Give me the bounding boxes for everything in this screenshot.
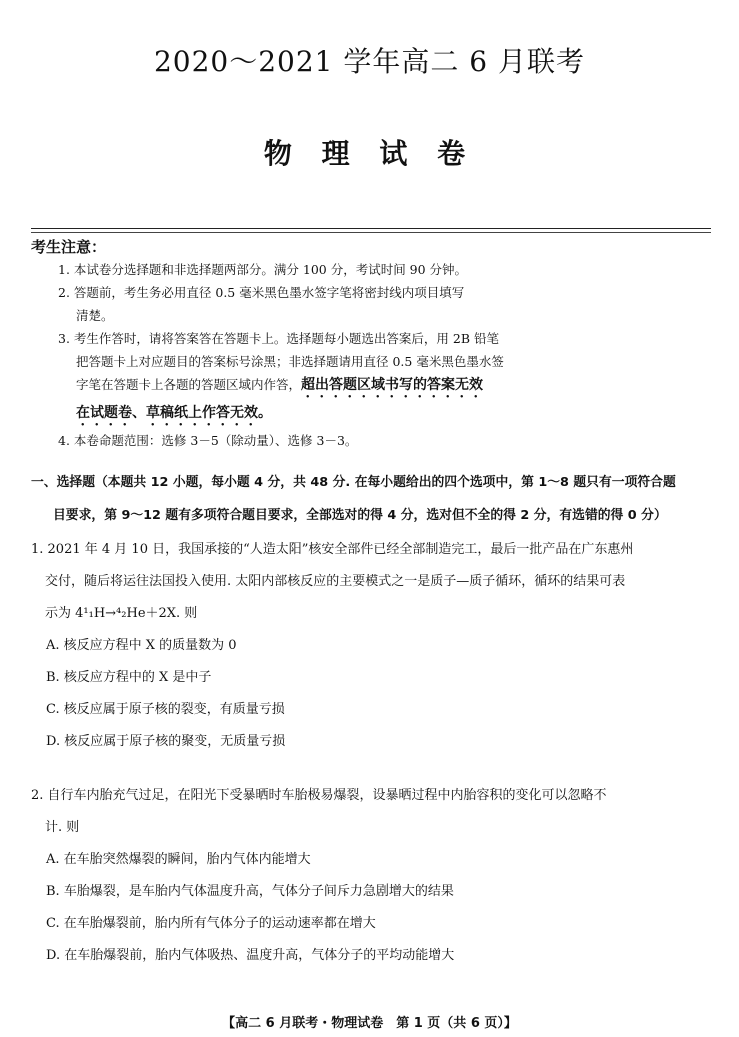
notice-item-3-line-3	[58, 373, 588, 401]
question-2-stem-line-1: 2. 自行车内胎充气过足，在阳光下受暴晒时车胎极易爆裂，设暴晒过程中内胎容积的变化可以忽略不	[31, 788, 607, 803]
question-1-stem-line-3: 示为 4¹₁H→⁴₂He＋2X. 则	[45, 606, 198, 621]
notice-item-2-line-1: 2. 答题前，考生务必用直径 0.5 毫米黑色墨水签字笔将密封线内项目填写	[58, 285, 465, 300]
notice-heading: 考生注意：	[31, 238, 107, 256]
notice-item-3-line-4	[58, 401, 588, 429]
question-1-option-c: C. 核反应属于原子核的裂变，有质量亏损	[46, 702, 285, 717]
question-2-option-c: C. 在车胎爆裂前，胎内所有气体分子的运动速率都在增大	[46, 916, 376, 931]
notice-item-2-line-2: 清楚。	[76, 308, 114, 323]
divider-thin	[31, 232, 711, 233]
question-2-option-d: D. 在车胎爆裂前，胎内气体吸热、温度升高，气体分子的平均动能增大	[46, 948, 455, 963]
notice-list	[58, 258, 588, 452]
question-1-option-d: D. 核反应属于原子核的聚变，无质量亏损	[46, 734, 286, 749]
exam-title: 2020～2021 学年高二 6 月联考	[153, 45, 586, 78]
question-1-stem-line-2: 交付，随后将运往法国投入使用. 太阳内部核反应的主要模式之一是质子—质子循环，循环的结果可表	[45, 574, 626, 589]
question-1-stem-line-1: 1. 2021 年 4 月 10 日，我国承接的“人造太阳”核安全部件已经全部制造完工，最后一批产品在广东惠州	[31, 542, 634, 557]
notice-item-4: 4. 本卷命题范围：选修 3－5（除动量）、选修 3－3。	[58, 433, 358, 448]
notice-item-3-emphasis: 超出答题区域书写的答案无效	[301, 377, 484, 393]
notice-item-1: 1. 本试卷分选择题和非选择题两部分。满分 100 分，考试时间 90 分钟。	[58, 262, 468, 277]
notice-item-3-line-2: 把答题卡上对应题目的答案标号涂黑；非选择题请用直径 0.5 毫米黑色墨水签	[76, 354, 504, 369]
section-heading-line-2: 目要求，第 9～12 题有多项符合题目要求，全部选对的得 4 分，选对但不全的得 2 分，有选错的得 0 分）	[53, 508, 667, 523]
question-1-option-b: B. 核反应方程中的 X 是中子	[46, 670, 212, 685]
question-2-option-b: B. 车胎爆裂，是车胎内气体温度升高，气体分子间斥力急剧增大的结果	[46, 884, 454, 899]
exam-subject-title: 物 理 试 卷	[263, 137, 476, 170]
notice-item-3-line-1: 3. 考生作答时，请将答案答在答题卡上。选择题每小题选出答案后，用 2B 铅笔	[58, 331, 499, 346]
question-1-option-a: A. 核反应方程中 X 的质量数为 0	[46, 638, 237, 653]
page-footer: 【高二 6 月联考・物理试卷 第 1 页（共 6 页）】	[222, 1016, 517, 1031]
question-2-stem-line-2: 计. 则	[45, 820, 80, 835]
question-2	[31, 780, 721, 972]
section-heading-line-1: 一、选择题（本题共 12 小题，每小题 4 分，共 48 分. 在每小题给出的四个选项中，第 1～8 题只有一项符合题	[31, 475, 676, 490]
notice-item-3-plain: 字笔在答题卡上各题的答题区域内作答，	[76, 377, 302, 392]
question-1	[31, 534, 721, 758]
section-heading	[31, 466, 721, 532]
notice-item-3-emphasis-2: 在试题卷、草稿纸上作答无效。	[76, 405, 272, 421]
divider-thick	[31, 228, 711, 229]
question-2-option-a: A. 在车胎突然爆裂的瞬间，胎内气体内能增大	[46, 852, 311, 867]
